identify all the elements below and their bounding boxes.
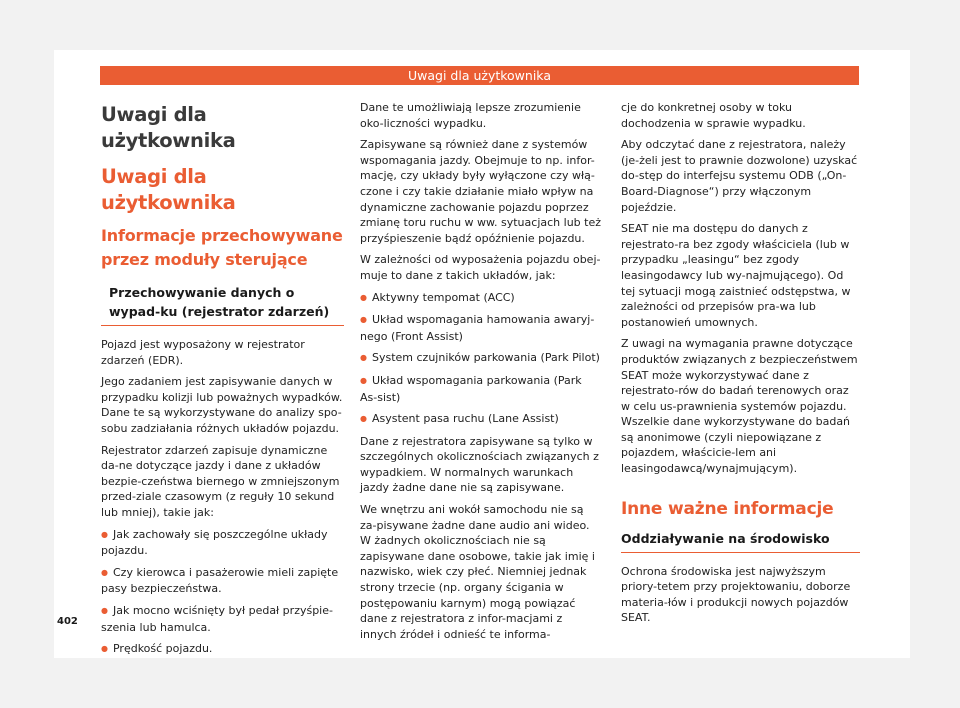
paragraph: cje do konkretnej osoby w toku dochodzenia w sprawie wypadku. [621,101,806,130]
paragraph: Z uwagi na wymagania prawne dotyczące produktów związanych z bezpieczeństwem SEAT może wykorzystywać dane z rejestrato-rów do badań terenowych oraz w celu us-prawnienia systemów pojazdu. Wszelkie dane wykorzystywane do badań są anonimowe (czyli niepowiązane z pojazdem, właścicie-lem ani leasingodawcą/wynajmującym). [621,337,858,476]
paragraph: Zapisywane są również dane z systemów wspomagania jazdy. Obejmuje to np. infor-mację, czy układy były wyłączone czy włą-czone i czy takie działanie miało wpływ na dynamiczne zachowanie pojazdu poprzez zmianę toru ruchu w ww. sytuacjach lub też przyśpieszenie bądź opóźnienie pojazdu. [360,138,601,245]
paragraph: Ochrona środowiska jest najwyższym priory-tetem przy projektowaniu, doborze materia-łów i produkcji nowych pojazdów SEAT. [621,564,851,625]
paragraph: Dane te umożliwiają lepsze zrozumienie oko-liczności wypadku. [360,101,581,130]
paragraph: Dane z rejestratora zapisywane są tylko w szczególnych okolicznościach związanych z wypadkiem. W normalnych warunkach jazdy żadne dane nie są zapisywane. [360,434,599,495]
subheading-environment: Oddziaływanie na środowisko [621,529,860,553]
paragraph: W zależności od wyposażenia pojazdu obej-muje to dane z takich układów, jak: [360,253,601,282]
section-title: Uwagi dla użytkownika [101,165,236,214]
paragraph: We wnętrzu ani wokół samochodu nie są za-pisywane żadne dane audio ani wideo. W żadnych okolicznościach nie są zapisywane dane osobowe, takie jak imię i nazwisko, wiek czy płeć. Niemniej jednak strony trzecie (np. organy ścigania w postępowaniu karnym) mogą powiązać dane z rejestratora z infor-macjami z innych źródeł i odnieść te informa- [360,503,595,641]
paragraph: Pojazd jest wyposażony w rejestrator zdarzeń (EDR). [101,338,305,367]
list-item: ● Aktywny tempomat (ACC) [360,290,601,307]
list-item: ● Czy kierowca i pasażerowie mieli zapięte pasy bezpieczeństwa. [101,565,344,597]
paragraph: Jego zadaniem jest zapisywanie danych w przypadku kolizji lub poważnych wypadków. Dane te są wykorzystywane do analizy spo-sobu zadziałania różnych układów pojazdu. [101,375,343,435]
list-item: ● Asystent pasa ruchu (Lane Assist) [360,411,601,428]
list-item: ● Układ wspomagania parkowania (Park As-sist) [360,373,601,405]
paragraph: SEAT nie ma dostępu do danych z rejestrato-ra bez zgody właściciela (lub w przypadku „leasingu“ bez zgody leasingodawcy lub wy-najmującego). Od tej sytuacji mogą zaistnieć odstępstwa, w zależności od przepisów pra-wa lub postanowień umownych. [621,222,851,329]
header-bar [100,66,859,85]
paragraph: Aby odczytać dane z rejestratora, należy (je-żeli jest to prawnie dozwolone) uzyskać do-stęp do interfejsu systemu ODB („On-Board-Diagnose“) przy włączonym pojeździe. [621,138,858,214]
column-3 [621,100,860,632]
list-item: ● Prędkość pojazdu. [101,641,344,658]
chapter-title: Uwagi dla użytkownika [101,103,236,152]
subsection-title: Informacje przechowywane przez moduły sterujące [101,226,343,269]
column-2 [360,100,601,648]
paragraph: Rejestrator zdarzeń zapisuje dynamiczne da-ne dotyczące jazdy i dane z układów bezpie-czeństwa biernego w zmniejszonym przed-ziale czasowym (z reguły 10 sekund lub mniej), takie jak: [101,443,340,519]
list-item: ● Jak zachowały się poszczególne układy pojazdu. [101,527,344,559]
header-title: Uwagi dla użytkownika [408,68,551,83]
section-title-other-info: Inne ważne informacje [621,498,834,519]
list-item: ● System czujników parkowania (Park Pilot) [360,350,601,367]
page-number: 402 [57,616,78,627]
list-item: ● Jak mocno wciśnięty był pedał przyśpie-szenia lub hamulca. [101,603,344,635]
list-item: ● Układ wspomagania hamowania awaryj-nego (Front Assist) [360,312,601,344]
subheading-edr: Przechowywanie danych o wypad-ku (rejestrator zdarzeń) [101,283,344,326]
column-1 [101,100,344,664]
